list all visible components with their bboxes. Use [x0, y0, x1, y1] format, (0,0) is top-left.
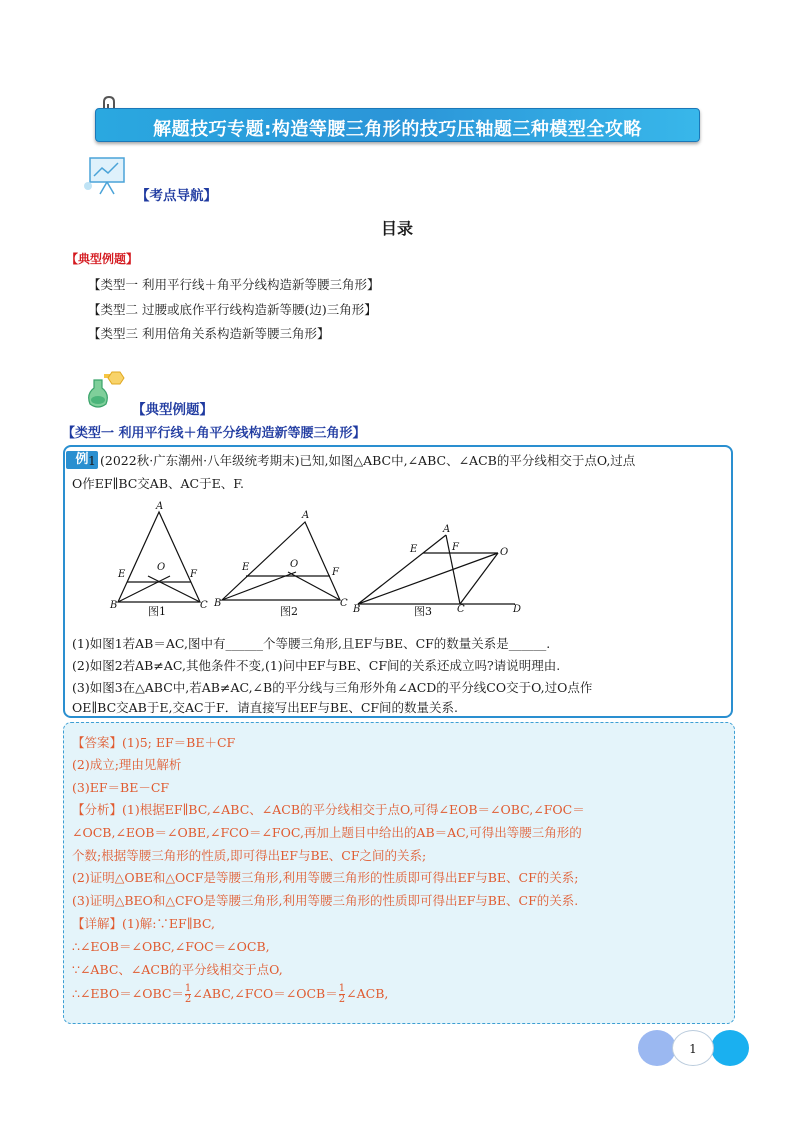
svg-text:A: A — [443, 524, 451, 535]
analysis-line-2: ∠OCB,∠EOB＝∠OBE,∠FCO＝∠FOC,再加上题目中给出的AB＝AC,可得出等腰三角形的 — [72, 825, 582, 840]
svg-text:O: O — [290, 559, 299, 570]
examples-heading: 【典型例题】 — [132, 402, 213, 418]
svg-text:E: E — [410, 544, 418, 555]
page-decor-right — [711, 1030, 749, 1066]
svg-text:O: O — [500, 547, 509, 558]
svg-text:F: F — [452, 542, 459, 553]
detail-line-2: ∴∠EOB＝∠OBC,∠FOC＝∠OCB, — [72, 939, 270, 954]
toc-item-type2[interactable]: 【类型二 过腰或底作平行线构造新等腰(边)三角形】 — [88, 302, 377, 317]
fraction-half-1: $\frac{1}{2}$ — [184, 983, 192, 1005]
svg-text:F: F — [332, 567, 339, 578]
figure-1 — [118, 512, 200, 602]
svg-text:E: E — [118, 569, 126, 580]
problem-statement-line2: O作EF∥BC交AB、AC于E、F. — [72, 476, 244, 491]
analysis-line-1: 【分析】(1)根据EF∥BC,∠ABC、∠ACB的平分线相交于点O,可得∠EOB＝∠OBC,∠FOC＝ — [72, 802, 585, 817]
svg-text:D: D — [513, 604, 522, 615]
detail-line-3: ∵∠ABC、∠ACB的平分线相交于点O, — [72, 962, 283, 977]
toc-item-type1[interactable]: 【类型一 利用平行线＋角平分线构造新等腰三角形】 — [88, 277, 380, 292]
detail-line-1: 【详解】(1)解:∵EF∥BC, — [72, 916, 215, 931]
example-number: 1 — [88, 453, 96, 468]
question-1: (1)如图1若AB＝AC,图中有______个等腰三角形,且EF与BE、CF的数量关系是______. — [72, 636, 551, 651]
figure-3 — [358, 535, 515, 604]
svg-text:C: C — [200, 600, 208, 611]
answer-line-3: (3)EF＝BE－CF — [72, 780, 170, 795]
toc-title: 目录 — [380, 219, 413, 238]
analysis-line-4: (2)证明△OBE和△OCF是等腰三角形,利用等腰三角形的性质即可得出EF与BE、CF的关系; — [72, 870, 579, 885]
fig3-label: 图3 — [414, 605, 432, 618]
page-title: 解题技巧专题:构造等腰三角形的技巧压轴题三种模型全攻略 — [153, 119, 642, 140]
question-3-line2: OE∥BC交AB于E,交AC于F．请直接写出EF与BE、CF间的数量关系. — [72, 700, 459, 715]
detail-line-4-part1: ∴∠EBO＝∠OBC＝ — [72, 986, 184, 1001]
question-2: (2)如图2若AB≠AC,其他条件不变,(1)问中EF与BE、CF间的关系还成立吗?请说明理由. — [72, 658, 561, 673]
figure-2 — [222, 522, 340, 600]
detail-line-4 — [72, 984, 388, 1005]
title-banner — [95, 108, 700, 142]
page-number: 1 — [672, 1030, 714, 1066]
toc-item-type3[interactable]: 【类型三 利用倍角关系构造新等腰三角形】 — [88, 326, 330, 341]
svg-text:F: F — [190, 569, 197, 580]
geometry-figures — [100, 500, 540, 620]
nav-heading: 【考点导航】 — [136, 188, 217, 204]
example-badge: 例 — [66, 451, 98, 469]
toc-heading: 【典型例题】 — [66, 252, 139, 266]
svg-text:B: B — [110, 600, 118, 611]
analysis-line-5: (3)证明△BEO和△CFO是等腰三角形,利用等腰三角形的性质即可得出EF与BE、CF的关系. — [72, 893, 579, 908]
question-3-line1: (3)如图3在△ABC中,若AB≠AC,∠B的平分线与三角形外角∠ACD的平分线CO交于O,过O点作 — [72, 680, 593, 695]
detail-line-4-part3: ∠ACB, — [346, 986, 389, 1001]
svg-text:C: C — [340, 598, 348, 609]
svg-text:A: A — [156, 501, 164, 512]
problem-statement-line1: (2022秋·广东潮州·八年级统考期末)已知,如图△ABC中,∠ABC、∠ACB的平分线相交于点O,过点 — [100, 453, 636, 468]
type1-heading: 【类型一 利用平行线＋角平分线构造新等腰三角形】 — [62, 426, 366, 441]
fraction-half-2: $\frac{1}{2}$ — [338, 983, 346, 1005]
analysis-line-3: 个数;根据等腰三角形的性质,即可得出EF与BE、CF之间的关系; — [72, 848, 427, 863]
svg-text:B: B — [353, 604, 361, 615]
svg-text:B: B — [214, 598, 222, 609]
page-decor-left — [638, 1030, 676, 1066]
answer-line-1: 【答案】(1)5; EF＝BE＋CF — [72, 735, 236, 750]
flask-icon — [82, 370, 128, 410]
svg-text:E: E — [242, 562, 250, 573]
svg-text:C: C — [457, 604, 465, 615]
fig2-label: 图2 — [280, 605, 298, 618]
detail-line-4-part2: ∠ABC,∠FCO＝∠OCB＝ — [192, 986, 338, 1001]
presentation-board-icon — [82, 152, 130, 196]
svg-text:O: O — [157, 562, 166, 573]
answer-line-2: (2)成立;理由见解析 — [72, 757, 182, 772]
fig1-label: 图1 — [148, 605, 166, 618]
svg-text:A: A — [302, 510, 310, 521]
